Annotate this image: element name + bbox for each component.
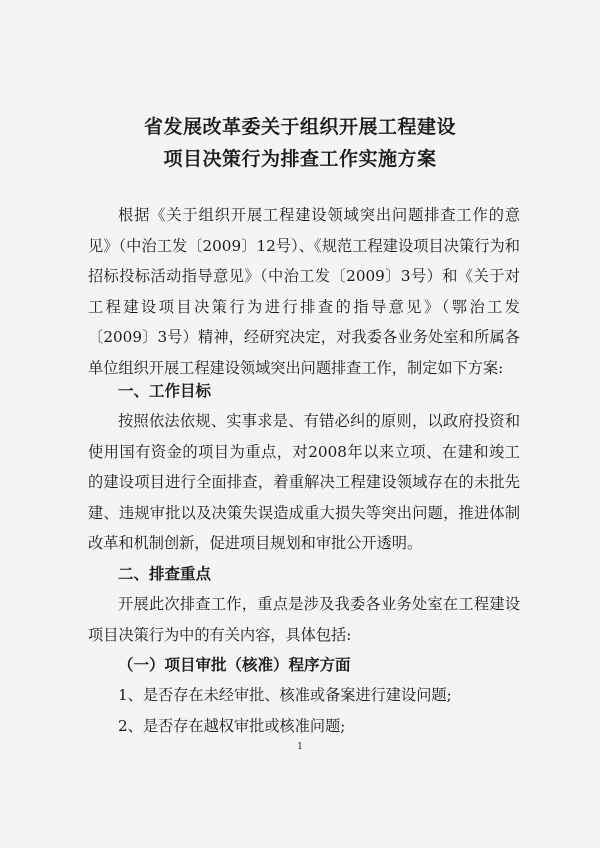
page-number: 1 [297, 742, 303, 752]
section-1-heading: 一、工作目标 [118, 382, 212, 400]
section-1-paragraph: 按照依法依规、实事求是、有错必纠的原则，以政府投资和使用国有资金的项目为重点，对2008年以来立项、在建和竣工的建设项目进行全面排查，着重解决工程建设领域存在的未批先建、违规审批以及决策失误造成重大损失等突出问题，推进体制改革和机制创新，促进项目规划和审批公开透明。 [88, 412, 520, 553]
section-2-heading: 二、排查重点 [118, 565, 212, 583]
subsection-1-heading: （一）项目审批（核准）程序方面 [118, 656, 351, 674]
section-2-paragraph: 开展此次排查工作，重点是涉及我委各业务处室在工程建设项目决策行为中的有关内容，具体包括: [88, 595, 520, 644]
document-title-line-1: 省发展改革委关于组织开展工程建设 [143, 116, 456, 138]
list-item-1: 1、是否存在未经审批、核准或备案进行建设问题; [118, 686, 452, 704]
intro-paragraph: 根据《关于组织开展工程建设领域突出问题排查工作的意见》（中治工发〔2009〕12号）、《规范工程建设项目决策行为和招标投标活动指导意见》（中治工发〔2009〕3号）和《关于对工程建设项目决策行为进行排查的指导意见》（鄂治工发〔2009〕3号）精神，经研究决定，对我委各业务处室和所属各单位组织开展工程建设领域突出问题排查工作，制定如下方案: [88, 206, 520, 377]
list-item-2: 2、是否存在越权审批或核准问题; [118, 717, 346, 735]
document-title-line-2: 项目决策行为排查工作实施方案 [163, 148, 437, 170]
